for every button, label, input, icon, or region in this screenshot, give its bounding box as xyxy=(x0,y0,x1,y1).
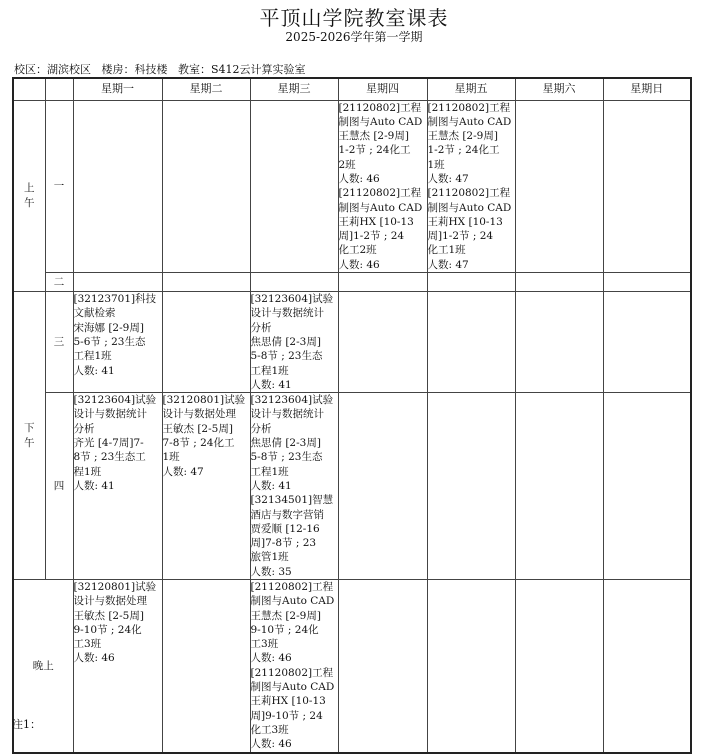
cell-empty xyxy=(427,580,515,753)
period-row-4 xyxy=(13,393,691,580)
course-cell-ev-mon: [32120801]试验 设计与数据处理 王敏杰 [2-5周] 9-10节 ; 24化 工3班 人数: 46 xyxy=(73,580,162,753)
cell-empty xyxy=(427,292,515,393)
course-cell-p4-tue: [32120801]试验 设计与数据处理 王敏杰 [2-5周] 7-8节 ; 24化工 1班 人数: 47 xyxy=(162,393,250,580)
cell-empty xyxy=(250,273,338,292)
evening-row xyxy=(13,580,691,753)
course-cell-p3-mon: [32123701]科技 文献检索 宋海娜 [2-9周] 5-6节 ; 23生态 工程1班 人数: 41 xyxy=(73,292,162,393)
campus-label: 校区： xyxy=(14,63,47,76)
weekday-header-mon: 星期一 xyxy=(73,78,162,100)
weekday-header-fri: 星期五 xyxy=(427,78,515,100)
cell-empty xyxy=(338,580,427,753)
weekday-header-tue: 星期二 xyxy=(162,78,250,100)
section-morning: 上 午 xyxy=(13,100,45,292)
section-evening: 晚上 xyxy=(13,580,73,753)
building-value: 科技楼 xyxy=(134,63,168,76)
cell-empty xyxy=(338,393,427,580)
period-row-3 xyxy=(13,292,691,393)
cell-empty xyxy=(427,393,515,580)
cell-empty xyxy=(603,273,691,292)
period-label-4: 四 xyxy=(45,393,73,580)
cell-empty xyxy=(73,100,162,273)
course-cell-p1-thu: [21120802]工程 制图与Auto CAD 王慧杰 [2-9周] 1-2节 ; 24化工 2班 人数: 46 [21120802]工程 制图与Auto CAD 王莉HX [10-13 周]1-2节 ; 24 化工2班 人数: 46 xyxy=(338,100,427,273)
cell-empty xyxy=(338,292,427,393)
period-label-3: 三 xyxy=(45,292,73,393)
period-label-1: 一 xyxy=(45,100,73,273)
weekday-header-wed: 星期三 xyxy=(250,78,338,100)
cell-empty xyxy=(515,292,603,393)
weekday-header-sat: 星期六 xyxy=(515,78,603,100)
cell-empty xyxy=(162,100,250,273)
footnote: 注1： xyxy=(12,718,41,731)
semester-subtitle: 2025-2026学年第一学期 xyxy=(285,30,423,44)
course-cell-p1-fri: [21120802]工程 制图与Auto CAD 王慧杰 [2-9周] 1-2节 ; 24化工 1班 人数: 47 [21120802]工程 制图与Auto CAD 王莉HX [10-13 周]1-2节 ; 24 化工1班 人数: 47 xyxy=(427,100,515,273)
page-title: 平顶山学院教室课表 xyxy=(259,6,449,30)
cell-empty xyxy=(162,273,250,292)
room-value: S412云计算实验室 xyxy=(211,63,306,76)
course-cell-p4-mon: [32123604]试验 设计与数据统计 分析 齐光 [4-7周]7- 8节 ; 23生态工 程1班 人数: 41 xyxy=(73,393,162,580)
campus-value: 湖滨校区 xyxy=(47,63,91,76)
cell-empty xyxy=(73,273,162,292)
period-row-2 xyxy=(13,273,691,292)
cell-empty xyxy=(603,580,691,753)
cell-empty xyxy=(250,100,338,273)
header-row xyxy=(13,78,691,100)
cell-empty xyxy=(515,580,603,753)
section-afternoon: 下 午 xyxy=(13,292,45,580)
weekday-header-sun: 星期日 xyxy=(603,78,691,100)
period-label-2: 二 xyxy=(45,273,73,292)
course-cell-p3-wed: [32123604]试验 设计与数据统计 分析 焦思倩 [2-3周] 5-8节 ; 23生态 工程1班 人数: 41 xyxy=(250,292,338,393)
room-info-line xyxy=(14,61,306,77)
cell-empty xyxy=(515,393,603,580)
cell-empty xyxy=(427,273,515,292)
cell-empty xyxy=(603,100,691,273)
room-label: 教室： xyxy=(178,63,211,76)
timetable xyxy=(12,77,692,754)
course-cell-ev-wed: [21120802]工程 制图与Auto CAD 王慧杰 [2-9周] 9-10节 ; 24化 工3班 人数: 46 [21120802]工程 制图与Auto CAD 王莉HX [10-13 周]9-10节 ; 24 化工3班 人数: 46 xyxy=(250,580,338,753)
period-row-1 xyxy=(13,100,691,273)
corner-cell xyxy=(13,78,45,100)
building-label: 楼房： xyxy=(101,63,135,76)
cell-empty xyxy=(603,292,691,393)
corner-cell xyxy=(45,78,73,100)
cell-empty xyxy=(338,273,427,292)
weekday-header-thu: 星期四 xyxy=(338,78,427,100)
cell-empty xyxy=(515,100,603,273)
cell-empty xyxy=(515,273,603,292)
cell-empty xyxy=(162,580,250,753)
cell-empty xyxy=(162,292,250,393)
cell-empty xyxy=(603,393,691,580)
course-cell-p4-wed: [32123604]试验 设计与数据统计 分析 焦思倩 [2-3周] 5-8节 ; 23生态 工程1班 人数: 41 [32134501]智慧 酒店与数字营销 贾爱顺 [12-16 周]7-8节 ; 23 旅管1班 人数: 35 xyxy=(250,393,338,580)
